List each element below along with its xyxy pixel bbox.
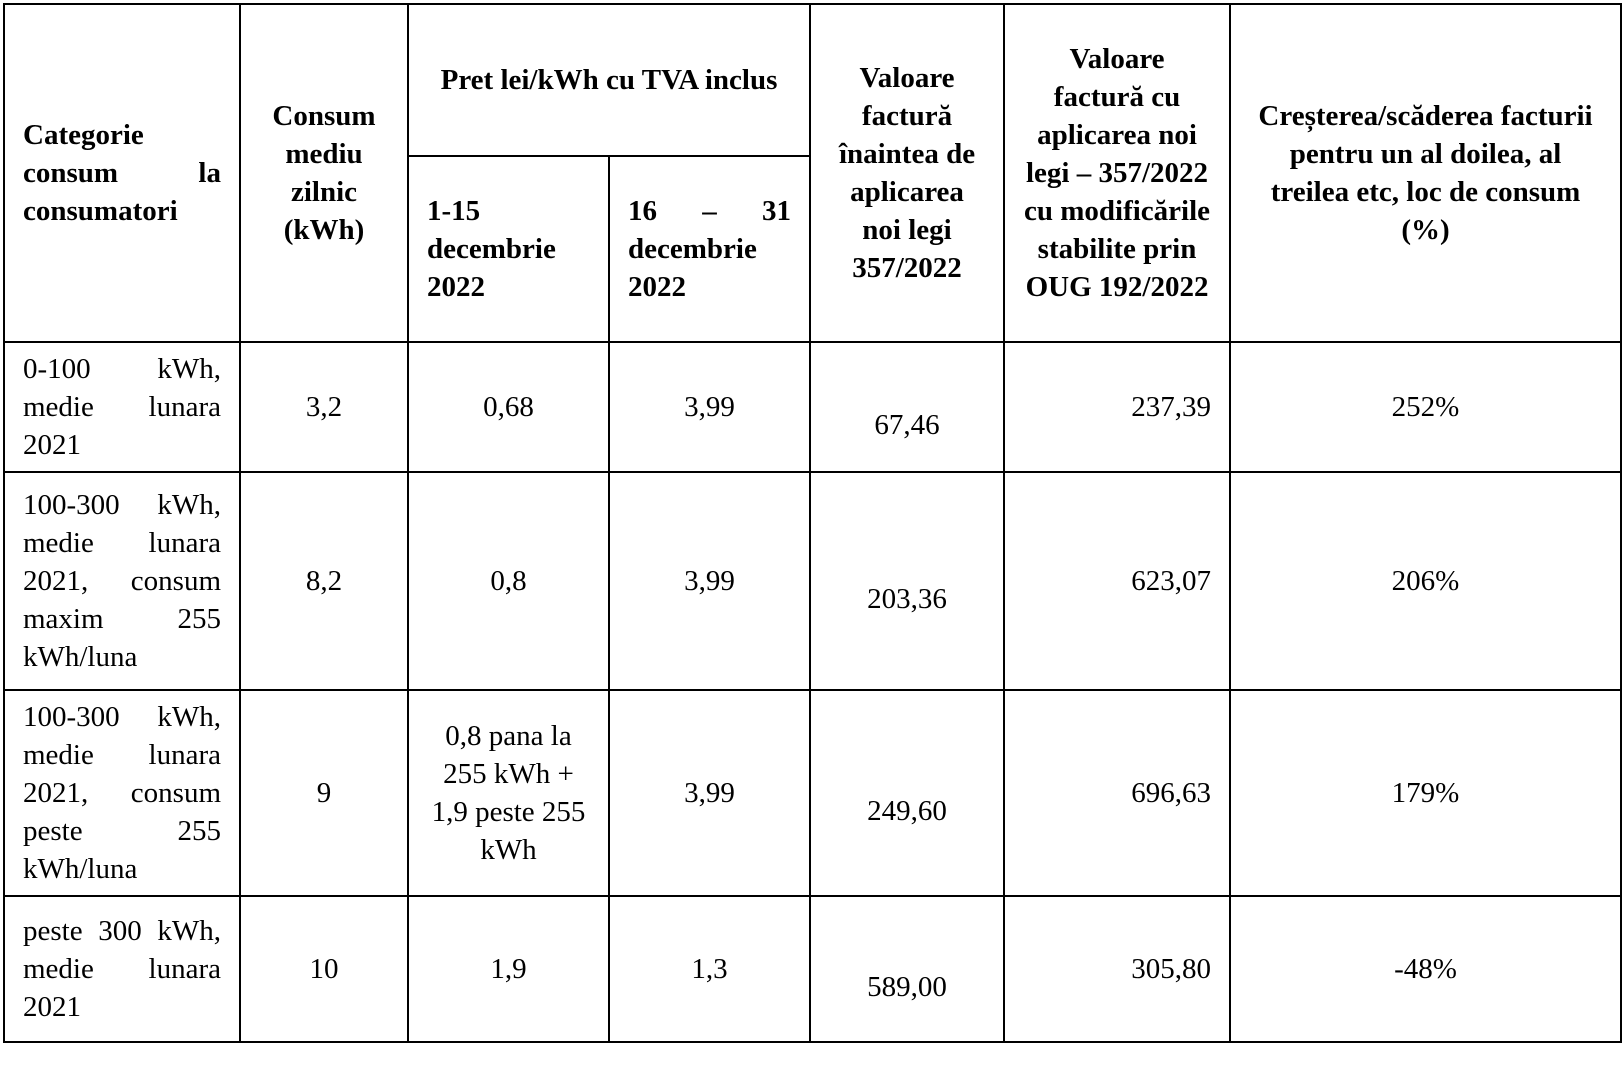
cell-crestere: 252%: [1230, 342, 1621, 472]
header-crestere: Creșterea/scăderea facturii pentru un al doilea, al treilea etc, loc de consum (%): [1230, 4, 1621, 342]
cell-pret-16-31: 3,99: [609, 690, 810, 896]
cell-consum: 9: [240, 690, 408, 896]
cell-consum: 3,2: [240, 342, 408, 472]
cell-pret-1-15: 0,8: [408, 472, 609, 690]
cell-pret-16-31: 3,99: [609, 342, 810, 472]
cell-categorie: 100-300 kWh, medie lunara 2021, consum peste 255 kWh/luna: [4, 690, 240, 896]
header-valoare-dupa: Valoare factură cu aplicarea noi legi – 357/2022 cu modificările stabilite prin OUG 192/2022: [1004, 4, 1230, 342]
cell-categorie: 0-100 kWh, medie lunara 2021: [4, 342, 240, 472]
cell-valoare-dupa: 623,07: [1004, 472, 1230, 690]
cell-valoare-inainte: 203,36: [810, 472, 1004, 690]
cell-pret-1-15: 1,9: [408, 896, 609, 1042]
cell-consum: 10: [240, 896, 408, 1042]
header-pret-1-15: 1-15 decembrie 2022: [408, 156, 609, 342]
tariff-table: [3, 3, 1622, 1043]
cell-valoare-dupa: 305,80: [1004, 896, 1230, 1042]
cell-pret-1-15: 0,68: [408, 342, 609, 472]
header-consum: Consum mediu zilnic (kWh): [240, 4, 408, 342]
cell-valoare-inainte: 589,00: [810, 896, 1004, 1042]
cell-pret-16-31: 3,99: [609, 472, 810, 690]
header-categorie: Categorie consum la consumatori: [4, 4, 240, 342]
cell-valoare-inainte: 249,60: [810, 690, 1004, 896]
cell-categorie: peste 300 kWh, medie lunara 2021: [4, 896, 240, 1042]
cell-crestere: 206%: [1230, 472, 1621, 690]
cell-categorie: 100-300 kWh, medie lunara 2021, consum maxim 255 kWh/luna: [4, 472, 240, 690]
header-row-top: [4, 4, 1621, 156]
cell-consum: 8,2: [240, 472, 408, 690]
table-row: [4, 690, 1621, 896]
cell-pret-16-31: 1,3: [609, 896, 810, 1042]
cell-crestere: 179%: [1230, 690, 1621, 896]
table-row: [4, 342, 1621, 472]
table-row: [4, 472, 1621, 690]
header-pret-group: Pret lei/kWh cu TVA inclus: [408, 4, 810, 156]
cell-crestere: -48%: [1230, 896, 1621, 1042]
cell-valoare-dupa: 237,39: [1004, 342, 1230, 472]
table-row: [4, 896, 1621, 1042]
document-page: [3, 3, 1620, 1077]
cell-valoare-inainte: 67,46: [810, 342, 1004, 472]
cell-pret-1-15: 0,8 pana la 255 kWh + 1,9 peste 255 kWh: [408, 690, 609, 896]
header-pret-16-31: 16 – 31 decembrie 2022: [609, 156, 810, 342]
cell-valoare-dupa: 696,63: [1004, 690, 1230, 896]
header-valoare-inainte: Valoare factură înaintea de aplicarea noi legi 357/2022: [810, 4, 1004, 342]
